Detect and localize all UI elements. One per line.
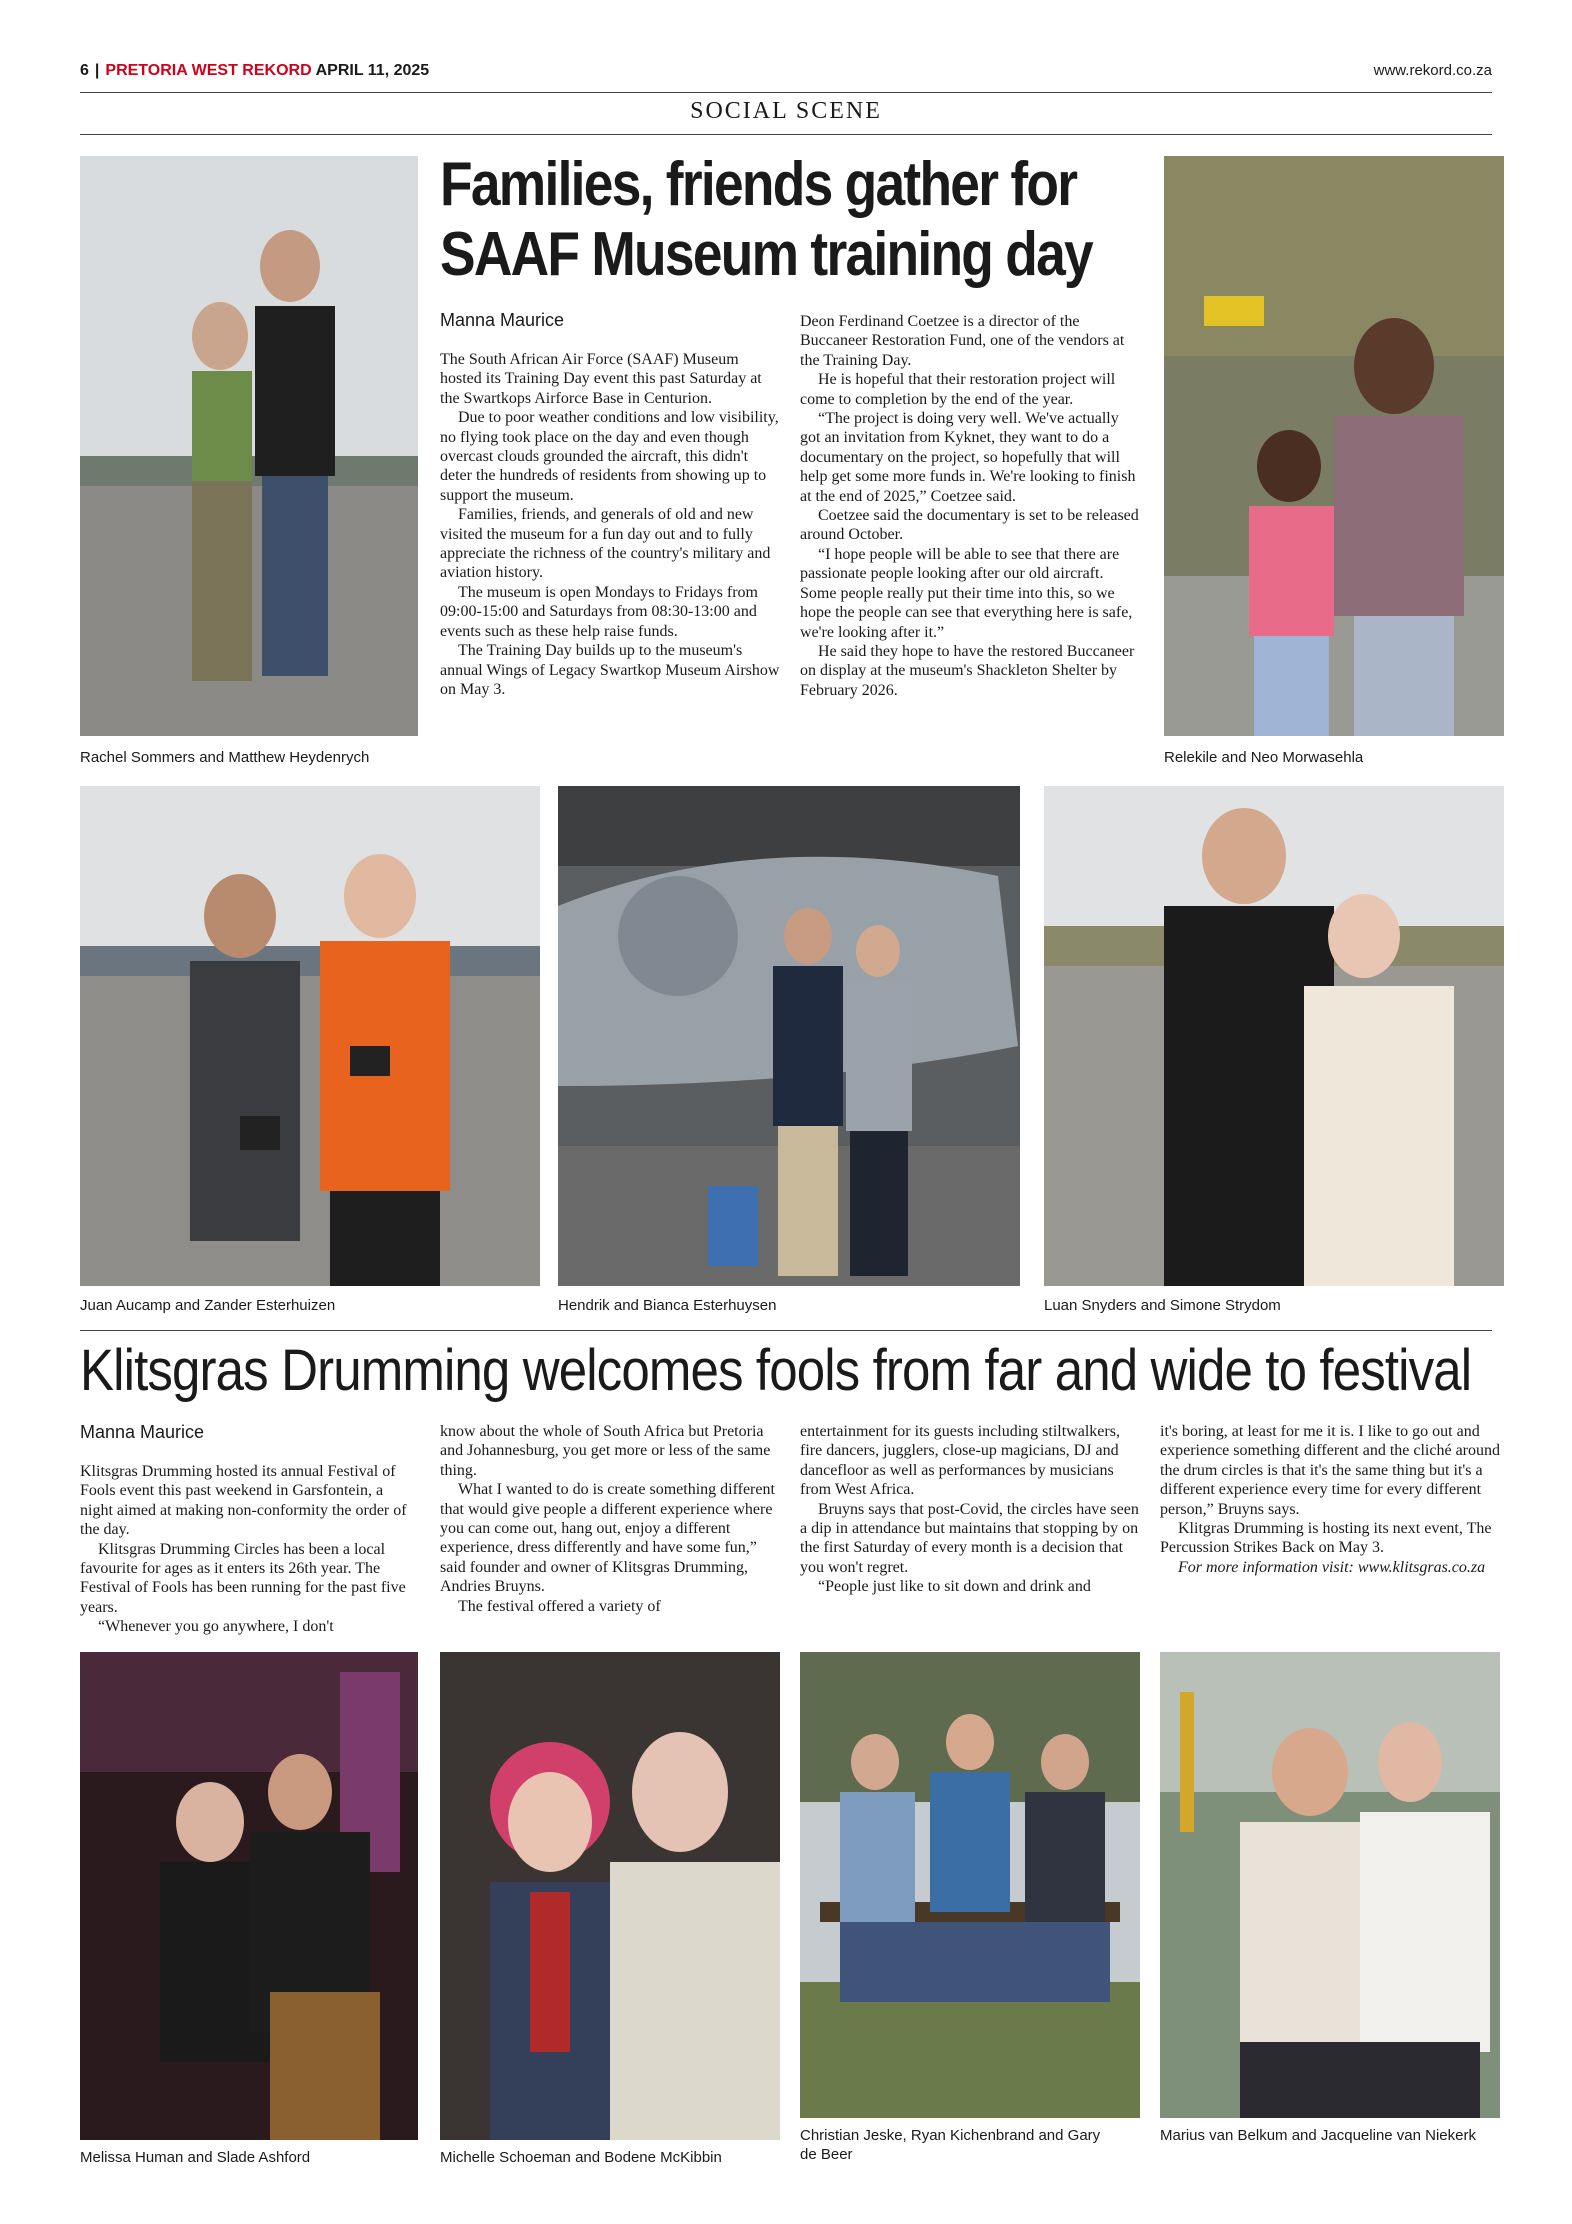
photo-michelle-bodene (440, 1652, 780, 2140)
paragraph: The festival offered a variety of (458, 1597, 661, 1615)
photo-luan-simone (1044, 786, 1504, 1286)
article2-column3 (800, 1422, 1140, 1597)
article1-byline: Manna Maurice (440, 310, 565, 330)
photo-rachel-matthew (80, 156, 418, 736)
paragraph: “I hope people will be able to see that there are passionate people looking after our old aircraft. Some people really put their time into this, so we hope the people can see that everything here is safe, we're looking after it.” (800, 545, 1133, 641)
paragraph: “People just like to sit down and drink and (818, 1578, 1091, 1596)
article1-column2 (800, 312, 1140, 700)
paragraph: Klitsgras Drumming Circles has been a local favourite for ages as it enters its 26th year. The Festival of Fools has been running for the past five years. (80, 1540, 406, 1616)
paragraph: Coetzee said the documentary is set to be released around October. (800, 507, 1139, 544)
article2-headline: Klitsgras Drumming welcomes fools from far and wide to festival (80, 1338, 1472, 1403)
paragraph: “The project is doing very well. We've actually got an invitation from Kyknet, they want to do a documentary on the project, so hopefully that will help get some more funds in. We're looking to finish at the end of 2025,” Coetzee said. (800, 410, 1136, 505)
paragraph: Klitgras Drumming is hosting its next event, The Percussion Strikes Back on May 3. (1160, 1520, 1492, 1557)
paragraph: “Whenever you go anywhere, I don't (98, 1618, 334, 1636)
paragraph: He said they hope to have the restored Buccaneer on display at the museum's Shackleton Shelter by February 2026. (800, 642, 1135, 699)
caption-photo9: Marius van Belkum and Jacqueline van Niekerk (1160, 2127, 1476, 2144)
article2-column4 (1160, 1422, 1500, 1577)
caption-photo4: Hendrik and Bianca Esterhuysen (558, 1297, 777, 1314)
paragraph: entertainment for its guests including stiltwalkers, fire dancers, jugglers, close-up magicians, DJ and dancefloor as well as performances by musicians from West Africa. (800, 1423, 1120, 1499)
caption-photo5: Luan Snyders and Simone Strydom (1044, 1297, 1281, 1314)
header-separator: | (94, 62, 100, 79)
paragraph: it's boring, at least for me it is. I like to go out and experience something different and the cliché around the drum circles is that it's the same thing but it's a different experience every time for every different person,” Bruyns says. (1160, 1423, 1501, 1518)
paragraph: Families, friends, and generals of old and new visited the museum for a fun day out and to fully appreciate the richness of the country's military and aviation history. (440, 506, 771, 582)
caption-photo3: Juan Aucamp and Zander Esterhuizen (80, 1297, 336, 1314)
issue-date: APRIL 11, 2025 (315, 62, 430, 79)
page-header (80, 62, 1492, 88)
article1-headline: Families, friends gather for SAAF Museum training day (440, 150, 1092, 289)
paragraph: The South African Air Force (SAAF) Museum hosted its Training Day event this past Saturday at the Swartkops Airforce Base in Centurion. (440, 351, 762, 407)
photo-relekile-neo (1164, 156, 1504, 736)
paragraph: know about the whole of South Africa but Pretoria and Johannesburg, you get more or less of the same thing. (440, 1423, 771, 1479)
paragraph: He is hopeful that their restoration project will come to completion by the end of the year. (800, 371, 1116, 408)
section-rule (80, 134, 1492, 135)
paragraph: Bruyns says that post-Covid, the circles have seen a dip in attendance but maintains that stopping by on the first Saturday of every month is a decision that you won't regret. (800, 1500, 1139, 1576)
paragraph: Klitsgras Drumming hosted its annual Festival of Fools event this past weekend in Garsfontein, a night aimed at making non-conformity the order of the day. (80, 1463, 407, 1539)
caption-photo6: Melissa Human and Slade Ashford (80, 2149, 311, 2166)
website-link[interactable]: www.rekord.co.za (1373, 62, 1492, 79)
header-rule (80, 92, 1492, 93)
article2-column1 (80, 1462, 418, 1637)
article-divider (80, 1330, 1492, 1331)
photo-hendrik-bianca (558, 786, 1020, 1286)
photo-melissa-slade (80, 1652, 418, 2140)
caption-photo1: Rachel Sommers and Matthew Heydenrych (80, 749, 370, 766)
paragraph: Deon Ferdinand Coetzee is a director of the Buccaneer Restoration Fund, one of the vendors at the Training Day. (800, 313, 1125, 369)
paragraph: The museum is open Mondays to Fridays from 09:00-15:00 and Saturdays from 08:30-13:00 and events such as these help raise funds. (440, 583, 758, 640)
article2-column2 (440, 1422, 780, 1616)
caption-photo7: Michelle Schoeman and Bodene McKibbin (440, 2149, 722, 2166)
caption-photo2: Relekile and Neo Morwasehla (1164, 749, 1364, 766)
page-number: 6 (80, 62, 89, 79)
caption-photo8: Christian Jeske, Ryan Kichenbrand and Gary de Beer (800, 2127, 1101, 2163)
photo-marius-jacqueline (1160, 1652, 1500, 2118)
paragraph: Due to poor weather conditions and low visibility, no flying took place on the day and even though overcast clouds grounded the aircraft, this didn't deter the hundreds of residents from showing up to support the museum. (440, 409, 779, 504)
photo-christian-ryan-gary (800, 1652, 1140, 2118)
section-title: SOCIAL SCENE (690, 98, 882, 124)
article2-byline: Manna Maurice (80, 1422, 205, 1442)
paragraph: What I wanted to do is create something different that would give people a different experience where you can come out, hang out, enjoy a different experience, dress differently and have some fun,” said founder and owner of Klitsgras Drumming, Andries Bruyns. (440, 1481, 775, 1596)
paragraph: The Training Day builds up to the museum's annual Wings of Legacy Swartkop Museum Airshow on May 3. (440, 642, 780, 698)
photo-juan-zander (80, 786, 540, 1286)
paragraph: For more information visit: www.klitsgras.co.za (1178, 1558, 1486, 1576)
article1-column1 (440, 350, 780, 699)
publication-name: PRETORIA WEST REKORD (105, 62, 312, 79)
